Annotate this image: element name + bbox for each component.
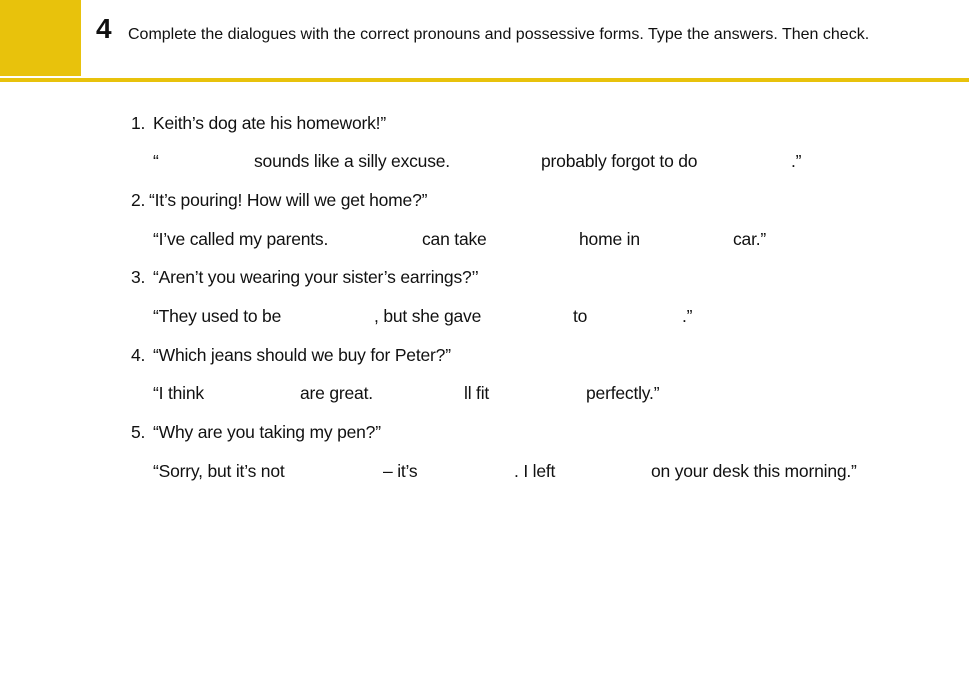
item-number: 1.: [131, 113, 146, 133]
header-divider-line: [0, 78, 969, 82]
item-4-blank-1[interactable]: [211, 383, 297, 403]
answer-text: “I think: [153, 383, 204, 403]
item-1-blank-3[interactable]: [701, 151, 789, 171]
answer-text: sounds like a silly excuse.: [254, 151, 450, 171]
item-prompt: “Which jeans should we buy for Peter?”: [153, 345, 451, 365]
item-2-blank-1[interactable]: [333, 229, 419, 249]
answer-text: car.”: [733, 229, 767, 249]
item-3-prompt-row: [131, 265, 831, 289]
exercise-instructions: Complete the dialogues with the correct pronouns and possessive forms. Type the answers. Then check.: [128, 26, 870, 43]
item-number: 5.: [131, 422, 146, 442]
answer-text: . I left: [514, 461, 556, 481]
item-4-answer-row: [153, 381, 853, 405]
item-number: 3.: [131, 267, 146, 287]
item-5-prompt-row: [131, 420, 831, 444]
answer-text: to: [573, 306, 588, 326]
answer-text: .”: [682, 306, 693, 326]
item-2-blank-2[interactable]: [489, 229, 577, 249]
exercise-number: 4: [96, 13, 112, 44]
item-prompt: “Aren’t you wearing your sister’s earrings?’’: [153, 267, 479, 287]
item-4-blank-2[interactable]: [375, 383, 461, 403]
item-3-answer-row: [153, 304, 853, 328]
header-accent-block: [0, 0, 81, 76]
answer-text: perfectly.”: [586, 383, 660, 403]
item-1-blank-1[interactable]: [163, 151, 253, 171]
answer-text: are great.: [300, 383, 373, 403]
answer-text: home in: [579, 229, 640, 249]
item-number: 2.: [131, 190, 146, 210]
item-3-blank-3[interactable]: [593, 306, 679, 326]
answer-text: “They used to be: [153, 306, 282, 326]
item-4-prompt-row: [131, 343, 831, 367]
item-number: 4.: [131, 345, 146, 365]
item-2-prompt-row: [131, 188, 831, 212]
item-2-blank-3[interactable]: [643, 229, 731, 249]
item-5-blank-2[interactable]: [425, 461, 511, 481]
answer-text: “: [153, 151, 159, 171]
item-prompt: “Why are you taking my pen?”: [153, 422, 381, 442]
item-5-answer-row: [153, 459, 913, 483]
item-2-answer-row: [153, 227, 853, 251]
item-3-blank-2[interactable]: [483, 306, 569, 326]
answer-text: “Sorry, but it’s not: [153, 461, 285, 481]
answer-text: , but she gave: [374, 306, 482, 326]
item-prompt: Keith’s dog ate his homework!”: [153, 113, 386, 133]
answer-text: “I’ve called my parents.: [153, 229, 329, 249]
answer-text: probably forgot to do: [541, 151, 698, 171]
item-5-blank-3[interactable]: [561, 461, 649, 481]
answer-text: on your desk this morning.”: [651, 461, 857, 481]
item-1-answer-row: [153, 149, 853, 173]
answer-text: ll fit: [464, 383, 490, 403]
item-1-blank-2[interactable]: [449, 151, 539, 171]
item-prompt: “It’s pouring! How will we get home?”: [149, 190, 428, 210]
answer-text: .”: [791, 151, 802, 171]
item-3-blank-1[interactable]: [283, 306, 371, 326]
answer-text: – it’s: [383, 461, 418, 481]
item-4-blank-3[interactable]: [495, 383, 583, 403]
item-5-blank-1[interactable]: [293, 461, 381, 481]
answer-text: can take: [422, 229, 487, 249]
item-1-prompt-row: [131, 111, 831, 135]
